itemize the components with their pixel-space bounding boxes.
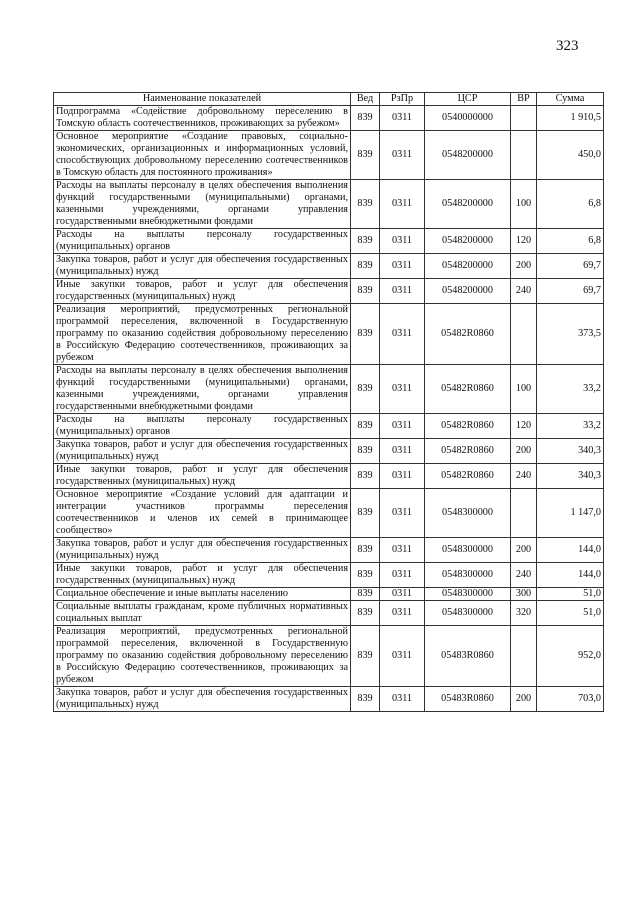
- cell-ved: 839: [351, 626, 380, 687]
- cell-sum: 703,0: [537, 687, 604, 712]
- column-header-name: Наименование показателей: [54, 93, 351, 106]
- cell-name: Социальные выплаты гражданам, кроме публичных нормативных социальных выплат: [54, 601, 351, 626]
- cell-vr: [511, 304, 537, 365]
- cell-rzpr: 0311: [380, 538, 425, 563]
- cell-rzpr: 0311: [380, 254, 425, 279]
- cell-vr: [511, 626, 537, 687]
- cell-name: Иные закупки товаров, работ и услуг для обеспечения государственных (муниципальных) нужд: [54, 279, 351, 304]
- table-row: [54, 106, 604, 131]
- cell-vr: [511, 106, 537, 131]
- table-row: [54, 279, 604, 304]
- cell-csr: 05482R0860: [425, 304, 511, 365]
- cell-csr: 0548200000: [425, 180, 511, 229]
- cell-vr: 200: [511, 254, 537, 279]
- cell-rzpr: 0311: [380, 601, 425, 626]
- cell-rzpr: 0311: [380, 279, 425, 304]
- table-row: [54, 601, 604, 626]
- cell-csr: 0548200000: [425, 279, 511, 304]
- cell-csr: 0540000000: [425, 106, 511, 131]
- cell-ved: 839: [351, 229, 380, 254]
- cell-name: Закупка товаров, работ и услуг для обеспечения государственных (муниципальных) нужд: [54, 254, 351, 279]
- table-row: [54, 538, 604, 563]
- cell-rzpr: 0311: [380, 489, 425, 538]
- cell-name: Расходы на выплаты персоналу государственных (муниципальных) органов: [54, 414, 351, 439]
- cell-csr: 05483R0860: [425, 687, 511, 712]
- cell-rzpr: 0311: [380, 180, 425, 229]
- cell-sum: 450,0: [537, 131, 604, 180]
- cell-name: Иные закупки товаров, работ и услуг для обеспечения государственных (муниципальных) нужд: [54, 464, 351, 489]
- cell-vr: 240: [511, 279, 537, 304]
- table-row: [54, 439, 604, 464]
- cell-ved: 839: [351, 304, 380, 365]
- cell-name: Расходы на выплаты персоналу в целях обеспечения выполнения функций государственными (муниципальными) органами, казенными учреждениями, органами управления государственными внебюджетными фондами: [54, 365, 351, 414]
- cell-vr: [511, 131, 537, 180]
- cell-csr: 0548300000: [425, 563, 511, 588]
- cell-vr: 100: [511, 365, 537, 414]
- cell-ved: 839: [351, 687, 380, 712]
- cell-sum: 1 147,0: [537, 489, 604, 538]
- cell-csr: 05482R0860: [425, 464, 511, 489]
- table-row: [54, 304, 604, 365]
- cell-ved: 839: [351, 601, 380, 626]
- cell-ved: 839: [351, 489, 380, 538]
- cell-rzpr: 0311: [380, 588, 425, 601]
- cell-csr: 0548300000: [425, 489, 511, 538]
- cell-rzpr: 0311: [380, 439, 425, 464]
- table-row: [54, 229, 604, 254]
- table-header-row: [54, 93, 604, 106]
- table-row: [54, 365, 604, 414]
- cell-sum: 6,8: [537, 229, 604, 254]
- cell-sum: 51,0: [537, 588, 604, 601]
- cell-csr: 05482R0860: [425, 365, 511, 414]
- cell-name: Закупка товаров, работ и услуг для обеспечения государственных (муниципальных) нужд: [54, 538, 351, 563]
- cell-csr: 0548200000: [425, 131, 511, 180]
- cell-sum: 1 910,5: [537, 106, 604, 131]
- cell-rzpr: 0311: [380, 464, 425, 489]
- cell-vr: 300: [511, 588, 537, 601]
- cell-vr: [511, 489, 537, 538]
- cell-rzpr: 0311: [380, 106, 425, 131]
- cell-vr: 200: [511, 538, 537, 563]
- cell-name: Расходы на выплаты персоналу государственных (муниципальных) органов: [54, 229, 351, 254]
- table-row: [54, 626, 604, 687]
- column-header-vr: ВР: [511, 93, 537, 106]
- cell-csr: 0548200000: [425, 254, 511, 279]
- cell-name: Основное мероприятие «Создание условий для адаптации и интеграции участников программы переселения соотечественников и членов их семей в принимающее сообщество»: [54, 489, 351, 538]
- cell-rzpr: 0311: [380, 414, 425, 439]
- cell-csr: 05483R0860: [425, 626, 511, 687]
- cell-sum: 69,7: [537, 254, 604, 279]
- cell-sum: 340,3: [537, 464, 604, 489]
- cell-rzpr: 0311: [380, 229, 425, 254]
- cell-ved: 839: [351, 464, 380, 489]
- cell-csr: 0548300000: [425, 588, 511, 601]
- cell-vr: 240: [511, 563, 537, 588]
- cell-vr: 120: [511, 229, 537, 254]
- cell-name: Расходы на выплаты персоналу в целях обеспечения выполнения функций государственными (муниципальными) органами, казенными учреждениями, органами управления государственными внебюджетными фондами: [54, 180, 351, 229]
- cell-sum: 952,0: [537, 626, 604, 687]
- cell-ved: 839: [351, 254, 380, 279]
- cell-ved: 839: [351, 563, 380, 588]
- table-row: [54, 414, 604, 439]
- budget-table: [53, 92, 604, 712]
- cell-ved: 839: [351, 588, 380, 601]
- column-header-sum: Сумма: [537, 93, 604, 106]
- cell-sum: 33,2: [537, 414, 604, 439]
- cell-rzpr: 0311: [380, 131, 425, 180]
- cell-ved: 839: [351, 279, 380, 304]
- cell-vr: 100: [511, 180, 537, 229]
- table-body: [54, 106, 604, 712]
- cell-rzpr: 0311: [380, 365, 425, 414]
- cell-name: Реализация мероприятий, предусмотренных региональной программой переселения, включенной в Государственную программу по оказанию содействия добровольному переселению в Российскую Федерацию соотечественников, проживающих за рубежом: [54, 304, 351, 365]
- cell-ved: 839: [351, 106, 380, 131]
- cell-vr: 320: [511, 601, 537, 626]
- cell-sum: 144,0: [537, 563, 604, 588]
- table-row: [54, 180, 604, 229]
- cell-csr: 05482R0860: [425, 439, 511, 464]
- cell-ved: 839: [351, 439, 380, 464]
- cell-vr: 200: [511, 687, 537, 712]
- cell-ved: 839: [351, 365, 380, 414]
- cell-rzpr: 0311: [380, 626, 425, 687]
- table-row: [54, 131, 604, 180]
- cell-ved: 839: [351, 131, 380, 180]
- cell-ved: 839: [351, 538, 380, 563]
- cell-ved: 839: [351, 180, 380, 229]
- cell-csr: 0548200000: [425, 229, 511, 254]
- table-row: [54, 687, 604, 712]
- cell-sum: 69,7: [537, 279, 604, 304]
- cell-name: Социальное обеспечение и иные выплаты населению: [54, 588, 351, 601]
- table-row: [54, 563, 604, 588]
- cell-rzpr: 0311: [380, 687, 425, 712]
- cell-rzpr: 0311: [380, 304, 425, 365]
- cell-name: Закупка товаров, работ и услуг для обеспечения государственных (муниципальных) нужд: [54, 439, 351, 464]
- column-header-ved: Вед: [351, 93, 380, 106]
- cell-sum: 33,2: [537, 365, 604, 414]
- table-row: [54, 588, 604, 601]
- cell-ved: 839: [351, 414, 380, 439]
- table-row: [54, 464, 604, 489]
- table-row: [54, 254, 604, 279]
- cell-sum: 51,0: [537, 601, 604, 626]
- cell-sum: 340,3: [537, 439, 604, 464]
- cell-sum: 144,0: [537, 538, 604, 563]
- cell-name: Реализация мероприятий, предусмотренных региональной программой переселения, включенной в Государственную программу по оказанию содействия добровольному переселению в Российскую Федерацию соотечественников, проживающих за рубежом: [54, 626, 351, 687]
- table-row: [54, 489, 604, 538]
- cell-sum: 6,8: [537, 180, 604, 229]
- cell-csr: 05482R0860: [425, 414, 511, 439]
- column-header-csr: ЦСР: [425, 93, 511, 106]
- cell-vr: 200: [511, 439, 537, 464]
- cell-vr: 120: [511, 414, 537, 439]
- cell-name: Закупка товаров, работ и услуг для обеспечения государственных (муниципальных) нужд: [54, 687, 351, 712]
- cell-name: Подпрограмма «Содействие добровольному переселению в Томскую область соотечественников, проживающих за рубежом»: [54, 106, 351, 131]
- cell-rzpr: 0311: [380, 563, 425, 588]
- cell-name: Иные закупки товаров, работ и услуг для обеспечения государственных (муниципальных) нужд: [54, 563, 351, 588]
- cell-vr: 240: [511, 464, 537, 489]
- cell-name: Основное мероприятие «Создание правовых, социально-экономических, организационных и информационных условий, способствующих добровольному переселению соотечественников в Томскую область для постоянного проживания»: [54, 131, 351, 180]
- page-number: 323: [556, 38, 579, 54]
- column-header-rzpr: РзПр: [380, 93, 425, 106]
- cell-csr: 0548300000: [425, 601, 511, 626]
- cell-sum: 373,5: [537, 304, 604, 365]
- cell-csr: 0548300000: [425, 538, 511, 563]
